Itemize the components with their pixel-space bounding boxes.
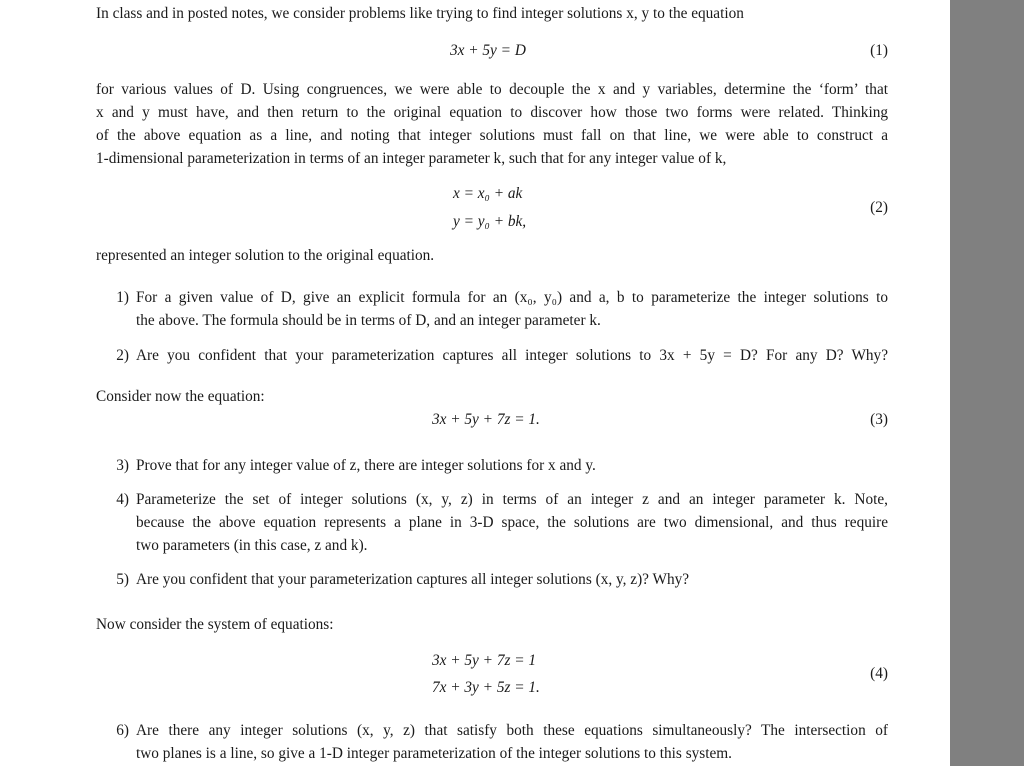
paragraph-1-line-1: for various values of D. Using congruences, we were able to decouple the x and y variables, determine the ‘form’ that [96, 81, 888, 98]
question-4-line-1: Parameterize the set of integer solutions (x, y, z) in terms of an integer z and an integer parameter k. Note, [136, 491, 888, 508]
question-1-number: 1) [116, 289, 129, 306]
intro-line: In class and in posted notes, we consider problems like trying to find integer solutions x, y to the equation [96, 5, 744, 22]
question-3-line-1: Prove that for any integer value of z, there are integer solutions for x and y. [136, 457, 596, 474]
question-3-number: 3) [116, 457, 129, 474]
equation-3: 3x + 5y + 7z = 1. [432, 411, 540, 428]
paragraph-1-line-2: x and y must have, and then return to the original equation to discover how those two forms were related. Thinking [96, 104, 888, 121]
paragraph-3: Consider now the equation: [96, 388, 265, 405]
question-1-line-1: For a given value of D, give an explicit formula for an (x₀, y₀) and a, b to parameterize the integer solutions to [136, 289, 888, 306]
paragraph-1-line-4: 1-dimensional parameterization in terms of an integer parameter k, such that for any integer value of k, [96, 150, 727, 167]
question-6-line-1: Are there any integer solutions (x, y, z) that satisfy both these equations simultaneously? The intersection of [136, 722, 888, 739]
question-6-line-2: two planes is a line, so give a 1-D integer parameterization of the integer solutions to this system. [136, 745, 733, 762]
equation-4-number: (4) [870, 665, 888, 682]
equation-2-line-2: y = y₀ + bk, [453, 213, 527, 230]
equation-2-line-1: x = x₀ + ak [453, 185, 523, 202]
equation-3-number: (3) [870, 411, 888, 428]
equation-1-number: (1) [870, 42, 888, 59]
question-4-line-3: two parameters (in this case, z and k). [136, 537, 368, 554]
paragraph-1-line-3: of the above equation as a line, and noting that integer solutions must fall on that line, we were able to construct a [96, 127, 888, 144]
question-4-line-2: because the above equation represents a plane in 3-D space, the solutions are two dimensional, and thus require [136, 514, 888, 531]
question-2-line-1: Are you confident that your parameterization captures all integer solutions to 3x + 5y = D? For any D? Why? [136, 347, 888, 364]
question-6-number: 6) [116, 722, 129, 739]
equation-2-number: (2) [870, 199, 888, 216]
viewer-background [950, 0, 1024, 766]
equation-1: 3x + 5y = D [450, 42, 526, 59]
paragraph-2: represented an integer solution to the original equation. [96, 247, 435, 264]
question-5-line-1: Are you confident that your parameterization captures all integer solutions (x, y, z)? Why? [136, 571, 690, 588]
equation-4-line-1: 3x + 5y + 7z = 1 [432, 652, 537, 669]
question-4-number: 4) [116, 491, 129, 508]
paragraph-4: Now consider the system of equations: [96, 616, 334, 633]
question-5-number: 5) [116, 571, 129, 588]
question-2-number: 2) [116, 347, 129, 364]
question-1-line-2: the above. The formula should be in terms of D, and an integer parameter k. [136, 312, 601, 329]
equation-4-line-2: 7x + 3y + 5z = 1. [432, 679, 540, 696]
